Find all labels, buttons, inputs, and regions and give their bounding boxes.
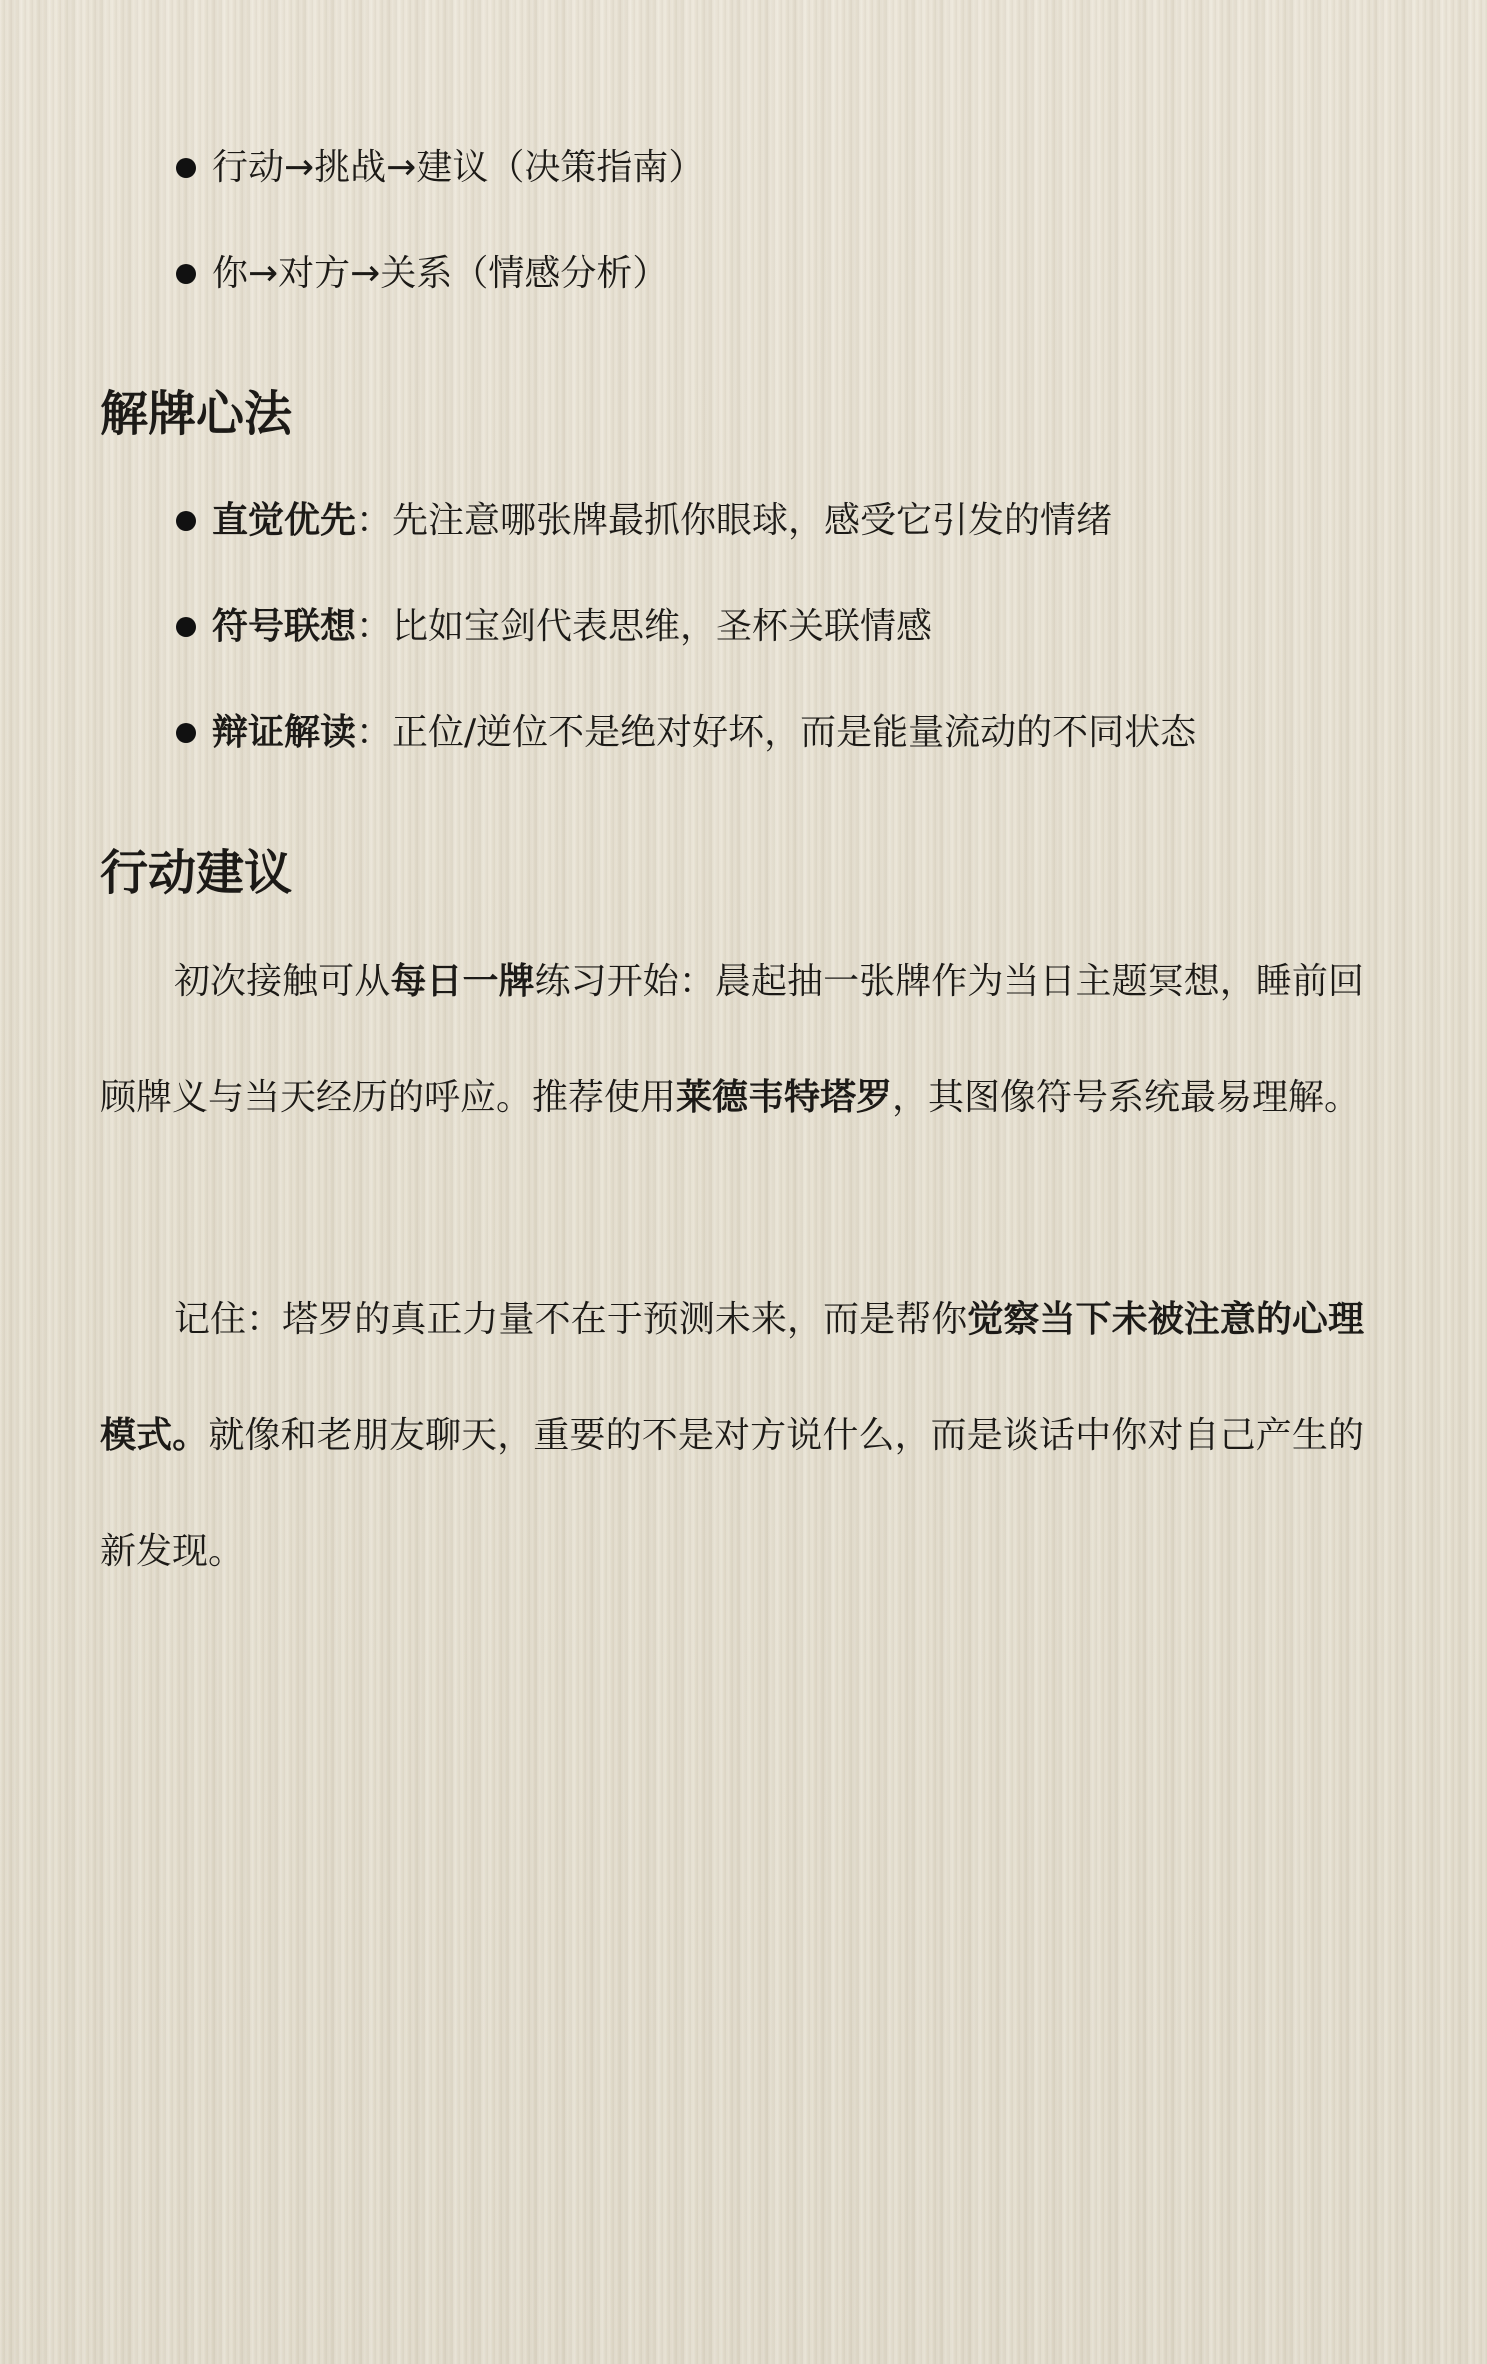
action-paragraph-1 bbox=[100, 924, 1364, 1156]
paragraph-text: ，其图像符号系统最易理解。 bbox=[892, 1077, 1361, 1118]
list-item-separator: ： bbox=[356, 712, 393, 753]
list-item-text: 你→对方→关系（情感分析） bbox=[212, 253, 669, 294]
emphasis-text: 每日一牌 bbox=[390, 961, 535, 1002]
list-item-text: 先注意哪张牌最抓你眼球，感受它引发的情绪 bbox=[392, 500, 1113, 541]
list-item bbox=[176, 144, 704, 192]
list-item-separator: ： bbox=[356, 606, 393, 647]
bullet-icon bbox=[176, 158, 196, 178]
section-heading-reading: 解牌心法 bbox=[100, 386, 293, 442]
list-item-separator: ： bbox=[356, 500, 393, 541]
list-item-text: 正位/逆位不是绝对好坏，而是能量流动的不同状态 bbox=[392, 712, 1197, 753]
list-item bbox=[176, 497, 1196, 545]
list-item-term: 直觉优先 bbox=[212, 500, 357, 541]
list-item-text: 行动→挑战→建议（决策指南） bbox=[212, 147, 705, 188]
list-item-term: 辩证解读 bbox=[212, 712, 357, 753]
section-heading-action: 行动建议 bbox=[100, 845, 293, 901]
list-item-term: 符号联想 bbox=[212, 606, 357, 647]
bullet-icon bbox=[176, 511, 196, 531]
paragraph-text: 练习开始：晨起抽一张牌作为当日主题冥想，睡前回顾牌义与当天经历的呼应。推荐使用 bbox=[100, 961, 1364, 1118]
paragraph-text: 初次接触可从 bbox=[174, 961, 391, 1002]
list-item bbox=[176, 709, 1196, 757]
bullet-icon bbox=[176, 264, 196, 284]
list-item bbox=[176, 603, 1196, 651]
paragraph-text: 记住：塔罗的真正力量不在于预测未来，而是帮你 bbox=[174, 1299, 968, 1340]
intro-bullet-list bbox=[176, 144, 704, 298]
bullet-icon bbox=[176, 723, 196, 743]
paragraph-text: 就像和老朋友聊天，重要的不是对方说什么，而是谈话中你对自己产生的新发现。 bbox=[100, 1415, 1364, 1572]
bullet-icon bbox=[176, 617, 196, 637]
emphasis-punctuation: 。 bbox=[172, 1415, 209, 1456]
emphasis-text: 莱德韦特塔罗 bbox=[676, 1077, 893, 1118]
emphasis-text: 觉察当下未被注意的心理模式 bbox=[100, 1299, 1364, 1456]
list-item bbox=[176, 250, 704, 298]
reading-bullet-list bbox=[176, 497, 1196, 757]
list-item-text: 比如宝剑代表思维，圣杯关联情感 bbox=[392, 606, 933, 647]
action-paragraph-2 bbox=[100, 1262, 1364, 1610]
